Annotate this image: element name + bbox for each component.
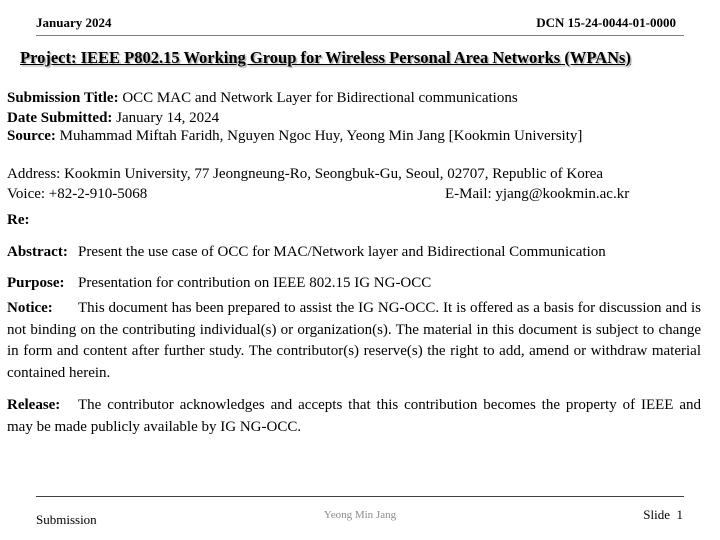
email-text: E-Mail: yjang@kookmin.ac.kr [445,186,630,202]
project-title: Project: IEEE P802.15 Working Group for Wireless Personal Area Networks (WPANs) [20,48,631,67]
abstract-field [7,242,701,264]
purpose-field [7,273,701,295]
release-field [7,395,701,438]
submission-title-label: Submission Title: [7,90,119,106]
footer-slide-number [643,507,683,523]
re-field [7,210,701,232]
slide-number: 1 [676,507,683,522]
source-value: Muhammad Miftah Faridh, Nguyen Ngoc Huy, Yeong Min Jang [Kookmin University] [59,128,583,144]
source-line [7,126,582,146]
contact-line [7,184,707,204]
notice-field [7,298,701,384]
source-label: Source: [7,128,56,144]
date-submitted-label: Date Submitted: [7,110,113,126]
footer-author: Yeong Min Jang [323,509,397,521]
header-divider [36,35,684,36]
date-submitted-line [7,108,219,128]
slide-label: Slide [643,507,670,522]
purpose-value: Presentation for contribution on IEEE 802.15 IG NG-OCC [78,275,432,291]
voice-text: Voice: +82-2-910-5068 [7,186,148,202]
notice-value: This document has been prepared to assist the IG NG-OCC. It is offered as a basis for discussion and is not binding on the contributing individual(s) or organization(s). The material in this document is subject to change in form and content after further study. The contributor(s) reserve(s) the right to add, amend or withdraw material contained herein. [7,300,701,381]
address-line: Address: Kookmin University, 77 Jeongneung-Ro, Seongbuk-Gu, Seoul, 02707, Republic of Korea [7,166,604,182]
header-dcn: DCN 15-24-0044-01-0000 [536,15,676,30]
footer-divider [36,496,684,497]
header-date: January 2024 [36,15,112,30]
date-submitted-value: January 14, 2024 [116,110,220,126]
purpose-label: Purpose: [7,275,65,291]
submission-title-value: OCC MAC and Network Layer for Bidirectional communications [122,90,518,106]
submission-title-line [7,88,518,108]
release-value: The contributor acknowledges and accepts that this contribution becomes the property of IEEE and may be made publicly available by IG NG-OCC. [7,397,701,435]
footer-submission: Submission [36,512,97,527]
notice-label: Notice: [7,300,53,316]
re-label: Re: [7,212,30,228]
abstract-label: Abstract: [7,244,68,260]
abstract-value: Present the use case of OCC for MAC/Network layer and Bidirectional Communication [78,244,606,260]
release-label: Release: [7,397,61,413]
